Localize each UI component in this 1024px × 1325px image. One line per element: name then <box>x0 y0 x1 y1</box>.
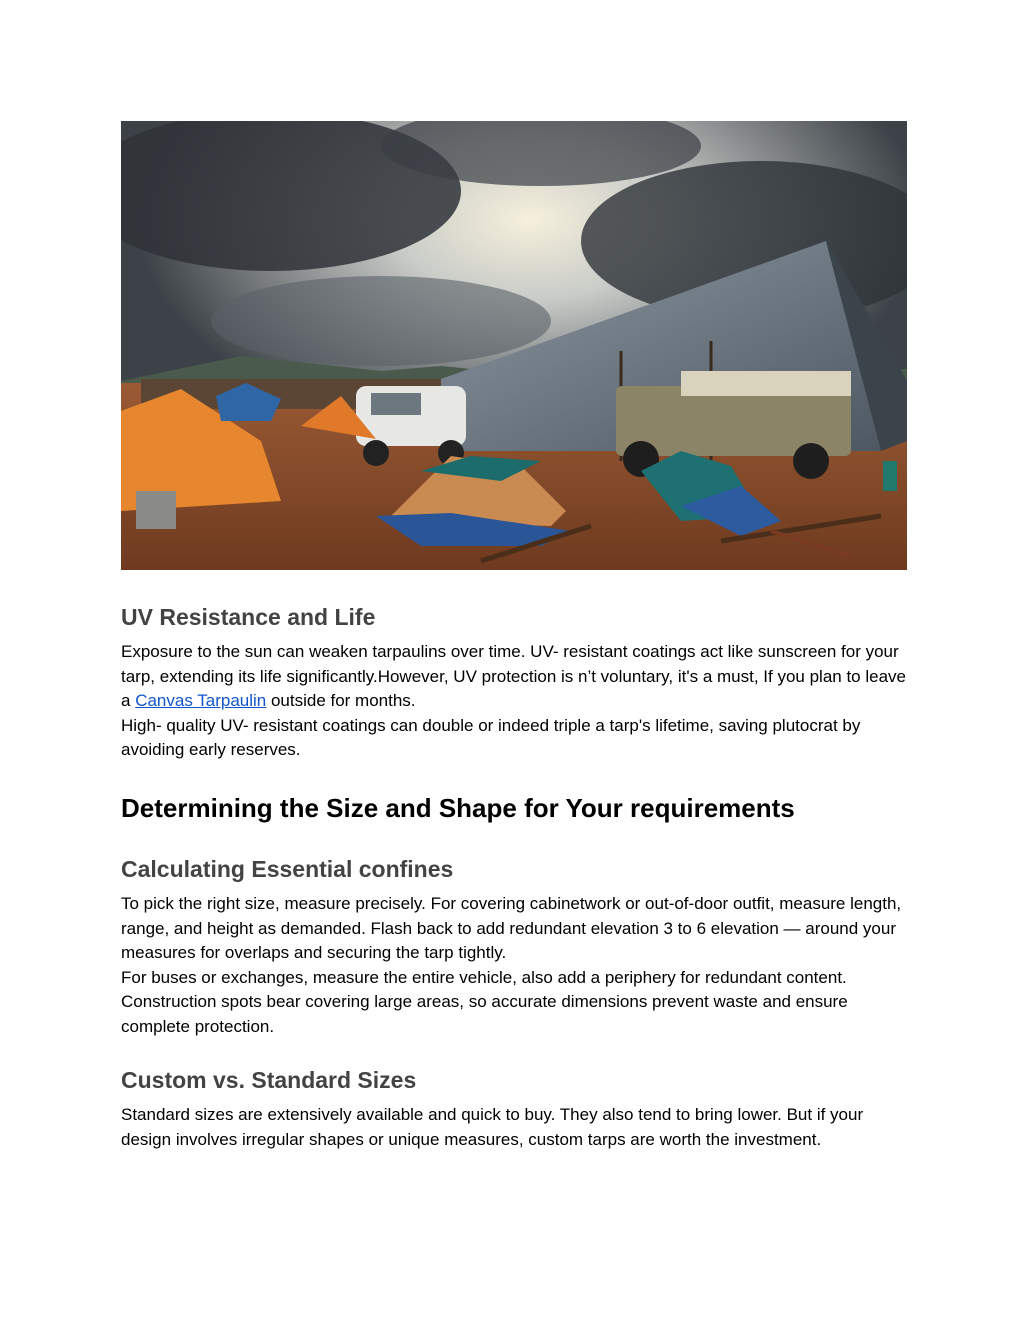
paragraph-custom-vs-standard: Standard sizes are extensively available and quick to buy. They also tend to bring lower. But if your design involves irregular shapes or unique measures, custom tarps are worth the investment. <box>121 1105 864 1149</box>
calc-text-part1: To pick the right size, measure precisely. For covering cabinetwork or out-of-door outfit, measure length, range, and height as demanded. Flash back to add redundant elevation 3 to 6 elevation — around your measures for overlaps and securing the tarp tightly. <box>121 894 902 962</box>
document-page <box>121 121 907 1149</box>
canvas-tarpaulin-link[interactable]: Canvas Tarpaulin <box>135 691 267 710</box>
uv-text-part2: outside for months. <box>266 691 416 710</box>
paragraph-uv-resistance <box>121 640 907 763</box>
heading-uv-resistance: UV Resistance and Life <box>121 604 376 630</box>
paragraph-calculating <box>121 892 907 1039</box>
heading-calculating-confines: Calculating Essential confines <box>121 856 454 882</box>
hero-image <box>121 121 907 570</box>
uv-text-part1: Exposure to the sun can weaken tarpaulins over time. UV- resistant coatings act like sunscreen for your tarp, extending its life significantly.However, UV protection is n’t voluntary, it's a must, If you plan to leave a <box>121 642 906 710</box>
uv-text-part3: High- quality UV- resistant coatings can double or indeed triple a tarp's lifetime, saving plutocrat by avoiding early reserves. <box>121 715 861 759</box>
heading-size-and-shape: Determining the Size and Shape for Your requirements <box>121 793 795 823</box>
calc-text-part2: For buses or exchanges, measure the entire vehicle, also add a periphery for redundant content. Construction spots bear covering large areas, so accurate dimensions prevent waste and ensure complete protection. <box>121 967 848 1036</box>
heading-custom-vs-standard: Custom vs. Standard Sizes <box>121 1067 417 1093</box>
